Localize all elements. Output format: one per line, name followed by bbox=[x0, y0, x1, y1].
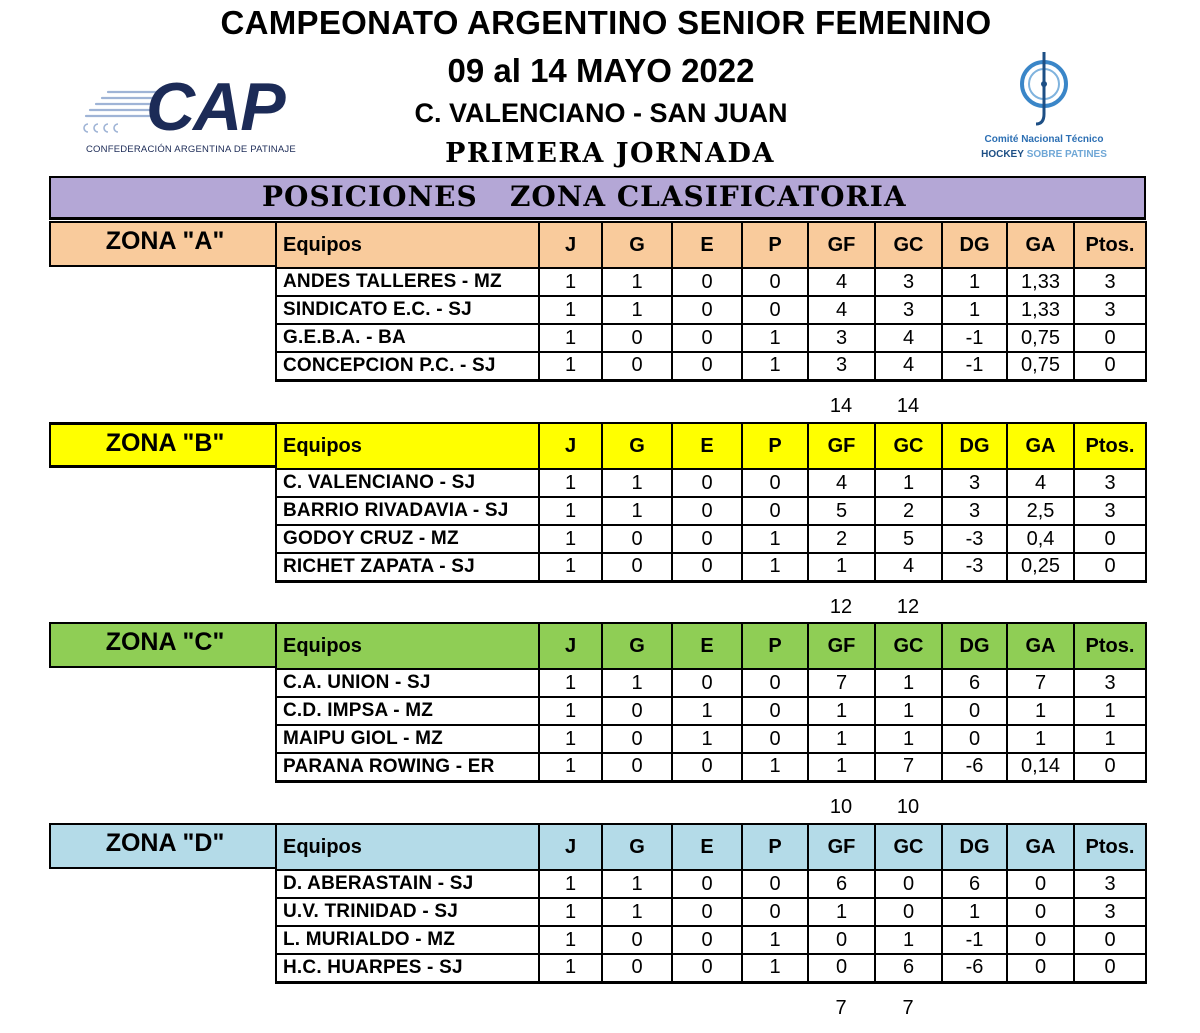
stat-cell: -1 bbox=[942, 352, 1007, 380]
table-header-row bbox=[276, 824, 1146, 870]
column-header: E bbox=[672, 824, 742, 870]
stat-cell: 0 bbox=[602, 725, 672, 753]
stat-cell: 1 bbox=[942, 268, 1007, 296]
column-header: G bbox=[602, 222, 672, 268]
table-row bbox=[276, 352, 1146, 380]
stat-cell: -6 bbox=[942, 753, 1007, 781]
column-header: DG bbox=[942, 824, 1007, 870]
stat-cell: 0 bbox=[672, 954, 742, 982]
stat-cell: 4 bbox=[875, 324, 942, 352]
column-header: GF bbox=[808, 423, 875, 469]
team-name: L. MURIALDO - MZ bbox=[276, 926, 539, 954]
total-gf: 12 bbox=[829, 596, 853, 618]
table-row bbox=[276, 954, 1146, 982]
stat-cell: 1 bbox=[539, 497, 602, 525]
stat-cell: 0 bbox=[1074, 352, 1146, 380]
column-header: G bbox=[602, 423, 672, 469]
cnt-logo-line1: Comité Nacional Técnico bbox=[984, 134, 1104, 145]
zone-label-text: ZONA "D" bbox=[105, 829, 225, 857]
column-header: GC bbox=[875, 423, 942, 469]
stat-cell: 0 bbox=[672, 669, 742, 697]
stat-cell: 3 bbox=[875, 268, 942, 296]
stat-cell: 0 bbox=[602, 753, 672, 781]
stat-cell: 7 bbox=[1007, 669, 1074, 697]
column-header: GA bbox=[1007, 824, 1074, 870]
standings-table bbox=[275, 221, 1147, 382]
stat-cell: 0 bbox=[1074, 753, 1146, 781]
zone-label bbox=[49, 622, 277, 668]
team-name: SINDICATO E.C. - SJ bbox=[276, 296, 539, 324]
stat-cell: 0,14 bbox=[1007, 753, 1074, 781]
table-row bbox=[276, 324, 1146, 352]
column-header: P bbox=[742, 623, 808, 669]
team-name: ANDES TALLERES - MZ bbox=[276, 268, 539, 296]
stat-cell: 0 bbox=[672, 268, 742, 296]
stat-cell: 6 bbox=[942, 669, 1007, 697]
stat-cell: 1 bbox=[539, 553, 602, 581]
stat-cell: 0 bbox=[672, 525, 742, 553]
standings-table bbox=[275, 823, 1147, 984]
stat-cell: 1 bbox=[539, 697, 602, 725]
stat-cell: 0,75 bbox=[1007, 324, 1074, 352]
column-header: Ptos. bbox=[1074, 623, 1146, 669]
column-header: P bbox=[742, 824, 808, 870]
stat-cell: 0 bbox=[602, 926, 672, 954]
stat-cell: 0 bbox=[742, 870, 808, 898]
stat-cell: 1 bbox=[942, 296, 1007, 324]
stat-cell: 0 bbox=[742, 669, 808, 697]
stat-cell: 3 bbox=[1074, 268, 1146, 296]
total-gf: 10 bbox=[829, 796, 853, 818]
stat-cell: 0 bbox=[672, 296, 742, 324]
team-name: D. ABERASTAIN - SJ bbox=[276, 870, 539, 898]
zone-label bbox=[49, 221, 277, 267]
stat-cell: 1 bbox=[742, 926, 808, 954]
page-title: CAMPEONATO ARGENTINO SENIOR FEMENINO bbox=[220, 4, 992, 41]
stat-cell: 6 bbox=[875, 954, 942, 982]
column-header: DG bbox=[942, 222, 1007, 268]
column-header: J bbox=[539, 423, 602, 469]
stat-cell: 1 bbox=[539, 725, 602, 753]
stat-cell: 0 bbox=[672, 898, 742, 926]
table-header-row bbox=[276, 423, 1146, 469]
stat-cell: 3 bbox=[1074, 469, 1146, 497]
zone-label-text: ZONA "B" bbox=[105, 429, 225, 457]
table-header-row bbox=[276, 222, 1146, 268]
total-gc: 14 bbox=[896, 395, 920, 417]
stat-cell: 1 bbox=[539, 352, 602, 380]
stat-cell: 0 bbox=[1007, 898, 1074, 926]
stat-cell: -3 bbox=[942, 525, 1007, 553]
column-header: GA bbox=[1007, 222, 1074, 268]
stat-cell: -1 bbox=[942, 926, 1007, 954]
table-row bbox=[276, 497, 1146, 525]
cnt-logo-hockey: HOCKEY bbox=[981, 149, 1024, 160]
stat-cell: 1 bbox=[808, 753, 875, 781]
event-dates: 09 al 14 MAYO 2022 bbox=[447, 52, 755, 89]
stat-cell: 0,25 bbox=[1007, 553, 1074, 581]
stat-cell: 4 bbox=[808, 268, 875, 296]
stat-cell: 4 bbox=[875, 553, 942, 581]
team-name: C.D. IMPSA - MZ bbox=[276, 697, 539, 725]
stat-cell: 6 bbox=[808, 870, 875, 898]
stat-cell: 5 bbox=[808, 497, 875, 525]
stat-cell: 4 bbox=[808, 469, 875, 497]
stat-cell: 3 bbox=[942, 469, 1007, 497]
column-header: GC bbox=[875, 623, 942, 669]
stat-cell: 0,75 bbox=[1007, 352, 1074, 380]
stat-cell: 1 bbox=[602, 898, 672, 926]
stat-cell: -3 bbox=[942, 553, 1007, 581]
stat-cell: 1 bbox=[539, 954, 602, 982]
column-header: DG bbox=[942, 423, 1007, 469]
stat-cell: 3 bbox=[1074, 497, 1146, 525]
stat-cell: 1 bbox=[539, 296, 602, 324]
stat-cell: 0 bbox=[602, 324, 672, 352]
stat-cell: 0 bbox=[742, 268, 808, 296]
stat-cell: 0 bbox=[742, 296, 808, 324]
stat-cell: 1 bbox=[742, 553, 808, 581]
zone-label bbox=[49, 823, 277, 869]
stat-cell: 2,5 bbox=[1007, 497, 1074, 525]
table-row bbox=[276, 697, 1146, 725]
stat-cell: -6 bbox=[942, 954, 1007, 982]
stat-cell: 4 bbox=[1007, 469, 1074, 497]
stat-cell: 0 bbox=[672, 553, 742, 581]
total-gc: 7 bbox=[902, 997, 914, 1019]
stat-cell: 3 bbox=[875, 296, 942, 324]
stat-cell: 3 bbox=[1074, 870, 1146, 898]
stat-cell: 4 bbox=[875, 352, 942, 380]
stat-cell: 1 bbox=[539, 469, 602, 497]
stat-cell: 1 bbox=[1074, 725, 1146, 753]
stat-cell: 1,33 bbox=[1007, 268, 1074, 296]
stat-cell: 1 bbox=[602, 469, 672, 497]
team-name: RICHET ZAPATA - SJ bbox=[276, 553, 539, 581]
stat-cell: 3 bbox=[942, 497, 1007, 525]
table-row bbox=[276, 926, 1146, 954]
column-header: E bbox=[672, 222, 742, 268]
column-header: G bbox=[602, 824, 672, 870]
stat-cell: 4 bbox=[808, 296, 875, 324]
stat-cell: 0 bbox=[602, 553, 672, 581]
cnt-logo bbox=[975, 50, 1115, 170]
stat-cell: 1 bbox=[602, 268, 672, 296]
positions-title: POSICIONES ZONA CLASIFICATORIA bbox=[262, 180, 907, 213]
standings-table bbox=[275, 422, 1147, 583]
stat-cell: 0 bbox=[602, 525, 672, 553]
column-header: GF bbox=[808, 824, 875, 870]
stat-cell: 1 bbox=[1007, 697, 1074, 725]
column-header: GA bbox=[1007, 423, 1074, 469]
stat-cell: 1 bbox=[742, 753, 808, 781]
table-row bbox=[276, 898, 1146, 926]
team-name: GODOY CRUZ - MZ bbox=[276, 525, 539, 553]
stat-cell: 0 bbox=[1074, 553, 1146, 581]
stat-cell: 1 bbox=[808, 898, 875, 926]
column-header: Ptos. bbox=[1074, 423, 1146, 469]
team-name: G.E.B.A. - BA bbox=[276, 324, 539, 352]
team-name: CONCEPCION P.C. - SJ bbox=[276, 352, 539, 380]
zone-label bbox=[49, 422, 277, 468]
stat-cell: 0 bbox=[672, 926, 742, 954]
team-name: PARANA ROWING - ER bbox=[276, 753, 539, 781]
team-name: C. VALENCIANO - SJ bbox=[276, 469, 539, 497]
stat-cell: 1 bbox=[672, 697, 742, 725]
column-header: GC bbox=[875, 824, 942, 870]
zone-block bbox=[49, 221, 1148, 426]
team-name: BARRIO RIVADAVIA - SJ bbox=[276, 497, 539, 525]
stat-cell: 0 bbox=[602, 954, 672, 982]
column-header: Equipos bbox=[276, 423, 539, 469]
stat-cell: 1 bbox=[539, 753, 602, 781]
column-header: Equipos bbox=[276, 623, 539, 669]
column-header: E bbox=[672, 623, 742, 669]
column-header: Equipos bbox=[276, 824, 539, 870]
column-header: P bbox=[742, 222, 808, 268]
table-row bbox=[276, 469, 1146, 497]
table-row bbox=[276, 870, 1146, 898]
stat-cell: 1 bbox=[539, 898, 602, 926]
cnt-logo-patines: SOBRE PATINES bbox=[1026, 149, 1107, 160]
stat-cell: 6 bbox=[942, 870, 1007, 898]
standings-table bbox=[275, 622, 1147, 783]
stat-cell: 0 bbox=[1007, 870, 1074, 898]
stat-cell: 0 bbox=[742, 725, 808, 753]
stat-cell: 1 bbox=[539, 870, 602, 898]
stat-cell: 5 bbox=[875, 525, 942, 553]
stat-cell: 1 bbox=[875, 469, 942, 497]
stat-cell: 1 bbox=[539, 669, 602, 697]
team-name: MAIPU GIOL - MZ bbox=[276, 725, 539, 753]
column-header: E bbox=[672, 423, 742, 469]
cap-logo-text: CAP bbox=[146, 69, 284, 145]
stat-cell: 0 bbox=[672, 324, 742, 352]
stat-cell: 1 bbox=[808, 725, 875, 753]
column-header: Equipos bbox=[276, 222, 539, 268]
stat-cell: -1 bbox=[942, 324, 1007, 352]
stat-cell: 3 bbox=[1074, 296, 1146, 324]
stat-cell: 2 bbox=[875, 497, 942, 525]
zone-block bbox=[49, 823, 1148, 1028]
stat-cell: 1 bbox=[602, 669, 672, 697]
stat-cell: 0 bbox=[742, 898, 808, 926]
zone-label-text: ZONA "C" bbox=[105, 628, 225, 656]
column-header: GF bbox=[808, 623, 875, 669]
column-header: Ptos. bbox=[1074, 222, 1146, 268]
stat-cell: 3 bbox=[808, 324, 875, 352]
stat-cell: 0 bbox=[602, 352, 672, 380]
stat-cell: 0 bbox=[672, 870, 742, 898]
stat-cell: 1 bbox=[808, 697, 875, 725]
column-header: J bbox=[539, 222, 602, 268]
total-gc: 12 bbox=[896, 596, 920, 618]
zone-label-text: ZONA "A" bbox=[105, 227, 225, 255]
event-venue: C. VALENCIANO - SAN JUAN bbox=[414, 98, 788, 128]
table-row bbox=[276, 268, 1146, 296]
team-name: C.A. UNION - SJ bbox=[276, 669, 539, 697]
stat-cell: 0 bbox=[1074, 926, 1146, 954]
stat-cell: 0 bbox=[808, 954, 875, 982]
stat-cell: 1 bbox=[875, 926, 942, 954]
stat-cell: 1 bbox=[602, 497, 672, 525]
table-row bbox=[276, 525, 1146, 553]
table-header-row bbox=[276, 623, 1146, 669]
stat-cell: 0 bbox=[672, 753, 742, 781]
stat-cell: 1 bbox=[539, 268, 602, 296]
stat-cell: 0 bbox=[602, 697, 672, 725]
stat-cell: 0 bbox=[942, 725, 1007, 753]
stat-cell: 1 bbox=[672, 725, 742, 753]
stat-cell: 1 bbox=[602, 296, 672, 324]
round-title: PRIMERA JORNADA bbox=[445, 138, 775, 169]
stat-cell: 1 bbox=[1007, 725, 1074, 753]
stat-cell: 0 bbox=[672, 352, 742, 380]
table-row bbox=[276, 553, 1146, 581]
stat-cell: 1 bbox=[808, 553, 875, 581]
stat-cell: 2 bbox=[808, 525, 875, 553]
column-header: DG bbox=[942, 623, 1007, 669]
stat-cell: 1,33 bbox=[1007, 296, 1074, 324]
team-name: H.C. HUARPES - SJ bbox=[276, 954, 539, 982]
stat-cell: 0 bbox=[808, 926, 875, 954]
stat-cell: 0 bbox=[672, 469, 742, 497]
stat-cell: 1 bbox=[539, 926, 602, 954]
stat-cell: 0 bbox=[1074, 324, 1146, 352]
table-row bbox=[276, 669, 1146, 697]
column-header: G bbox=[602, 623, 672, 669]
zone-block bbox=[49, 622, 1148, 827]
stat-cell: 7 bbox=[808, 669, 875, 697]
total-gf: 14 bbox=[829, 395, 853, 417]
cap-logo bbox=[80, 70, 300, 160]
hockey-emblem-icon bbox=[975, 50, 1115, 134]
total-gc: 10 bbox=[896, 796, 920, 818]
stat-cell: 3 bbox=[1074, 669, 1146, 697]
stat-cell: 0 bbox=[742, 497, 808, 525]
cnt-logo-line2 bbox=[975, 149, 1113, 160]
stat-cell: 1 bbox=[742, 525, 808, 553]
stat-cell: 1 bbox=[742, 954, 808, 982]
stat-cell: 3 bbox=[808, 352, 875, 380]
stat-cell: 0 bbox=[1074, 525, 1146, 553]
stat-cell: 1 bbox=[1074, 697, 1146, 725]
stat-cell: 0,4 bbox=[1007, 525, 1074, 553]
column-header: GC bbox=[875, 222, 942, 268]
total-gf: 7 bbox=[835, 997, 847, 1019]
stat-cell: 0 bbox=[875, 898, 942, 926]
stat-cell: 7 bbox=[875, 753, 942, 781]
table-row bbox=[276, 725, 1146, 753]
stat-cell: 0 bbox=[742, 697, 808, 725]
table-row bbox=[276, 753, 1146, 781]
stat-cell: 0 bbox=[1007, 926, 1074, 954]
cap-logo-subtitle: CONFEDERACIÓN ARGENTINA DE PATINAJE bbox=[86, 144, 296, 155]
stat-cell: 3 bbox=[1074, 898, 1146, 926]
stat-cell: 1 bbox=[742, 324, 808, 352]
column-header: GA bbox=[1007, 623, 1074, 669]
zone-block bbox=[49, 422, 1148, 627]
stat-cell: 0 bbox=[1074, 954, 1146, 982]
stat-cell: 0 bbox=[1007, 954, 1074, 982]
stat-cell: 1 bbox=[942, 898, 1007, 926]
team-name: U.V. TRINIDAD - SJ bbox=[276, 898, 539, 926]
stat-cell: 1 bbox=[875, 697, 942, 725]
column-header: GF bbox=[808, 222, 875, 268]
stat-cell: 1 bbox=[539, 525, 602, 553]
column-header: J bbox=[539, 824, 602, 870]
stat-cell: 1 bbox=[539, 324, 602, 352]
stat-cell: 0 bbox=[672, 497, 742, 525]
column-header: P bbox=[742, 423, 808, 469]
stat-cell: 1 bbox=[602, 870, 672, 898]
column-header: Ptos. bbox=[1074, 824, 1146, 870]
table-row bbox=[276, 296, 1146, 324]
stat-cell: 0 bbox=[742, 469, 808, 497]
stat-cell: 1 bbox=[742, 352, 808, 380]
column-header: J bbox=[539, 623, 602, 669]
stat-cell: 1 bbox=[875, 669, 942, 697]
stat-cell: 1 bbox=[875, 725, 942, 753]
stat-cell: 0 bbox=[875, 870, 942, 898]
stat-cell: 0 bbox=[942, 697, 1007, 725]
